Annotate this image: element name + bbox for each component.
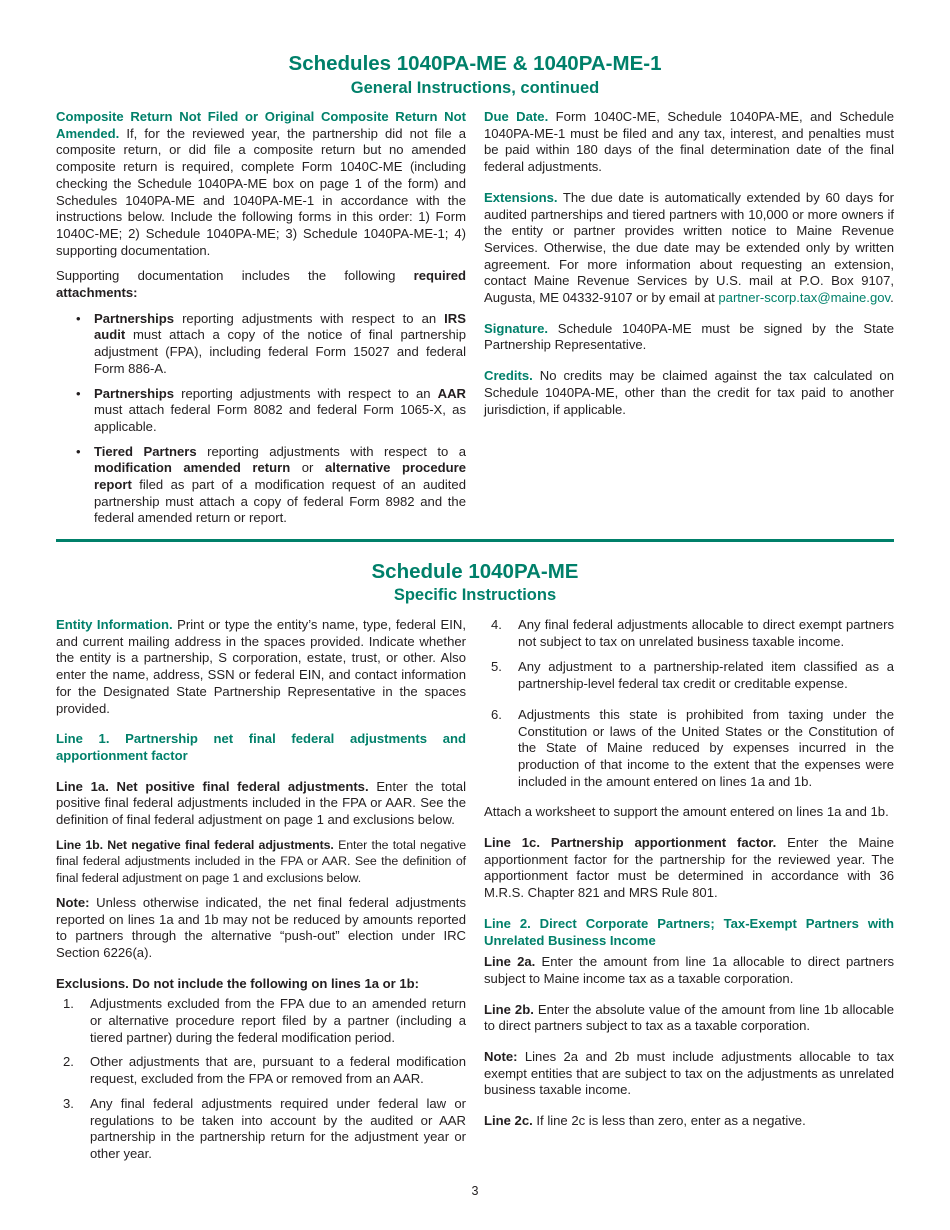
list-item: 6. Adjustments this state is prohibited from taxing under the Constitution or laws of the United States or the Constitution of the State of Maine reduced by expenses incurred in the production of that income to the extent that the expenses were included in the amount entered on lines 1a and 1b. [491,706,894,789]
page-number: 3 [471,1184,479,1198]
list-item: 1. Adjustments excluded from the FPA due to an amended return or alternative procedure report filed by a partner (including a tiered partner) during the federal modification period. [63,996,466,1045]
extensions-paragraph: Extensions. The due date is automatically extended by 60 days for audited partnerships and tiered partners with 10,000 or more owners if the entity or partner provides written notice to Maine Revenue Services. Otherwise, the due date may be extended only by written agreement. For more information about requesting an extension, contact Maine Revenue Services by U.S. mail at P.O. Box 9107, Augusta, ME 04332-9107 or by email at partner-scorp.tax@maine.gov. [484,189,894,306]
list-item: • Tiered Partners reporting adjustments with respect to a modification amended return or alternative procedure report filed as part of a modification request of an audited partnership must attach a copy of federal Form 8982 and the federal amended return or report. [94,444,466,528]
specific-left-column [56,617,466,1171]
general-right-column [484,109,894,426]
section-subtitle: Specific Instructions [393,586,557,604]
section-title: Schedule 1040PA-ME [371,560,579,583]
line1b-paragraph: Line 1b. Net negative final federal adjustments. Enter the total negative final federal adjustments included in the FPA or AAR. See the definition of final federal adjustment on page 1 and exclusions below. [56,837,466,886]
line1c-heading: Line 1c. Partnership apportionment factor. [484,835,777,851]
note-paragraph: Note: Unless otherwise indicated, the net final federal adjustments reported on lines 1a and 1b may not be reduced by amounts reported to partners through the alternative “push-out” election under IRC Section 6226(a). [56,894,466,960]
credits-heading: Credits. [484,368,533,384]
line1a-paragraph: Line 1a. Net positive final federal adjustments. Enter the total positive final federal adjustments included in the FPA or AAR. See the definition of final federal adjustment on page 1 and exclusions below. [56,778,466,828]
note-heading: Note: [56,894,90,910]
general-left-column [56,109,466,535]
due-date-paragraph: Due Date. Form 1040C-ME, Schedule 1040PA-ME, and Schedule 1040PA-ME-1 must be filed and any tax, interest, and penalties must be paid within 180 days of the final determination date of the final federal adjustments. [484,109,894,175]
list-item: • Partnerships reporting adjustments with respect to an AAR must attach federal Form 8082 and federal Form 1065-X, as applicable. [94,386,466,436]
line2c-heading: Line 2c. [484,1113,533,1129]
list-item: 4. Any final federal adjustments allocable to direct exempt partners not subject to tax on unrelated business taxable income. [491,617,894,649]
line2a-paragraph: Line 2a. Enter the amount from line 1a allocable to direct partners subject to Maine income tax as a taxable corporation. [484,954,894,986]
extensions-heading: Extensions. [484,189,558,205]
supporting-text: Supporting documentation includes the following [56,268,414,284]
list-item: 3. Any final federal adjustments required under federal law or regulations to be taken into account by the audited or AAR partnership in the partnership return for the adjustment year or other year. [63,1095,466,1161]
list-item: • Partnerships reporting adjustments with respect to an IRS audit must attach a copy of the notice of final partnership adjustment (FPA), including federal Form 15027 and federal Form 886-A. [94,311,466,378]
specific-right-column [484,617,894,1138]
composite-paragraph [56,109,466,259]
line2c-paragraph: Line 2c. If line 2c is less than zero, enter as a negative. [484,1113,806,1129]
page-subtitle: General Instructions, continued [350,79,600,97]
supporting-bold: required attachments: [56,268,466,301]
line1b-heading: Line 1b. Net negative final federal adjustments. [56,837,334,852]
list-item: 5. Any adjustment to a partnership-related item classified as a partnership-level federal tax credit or creditable expense. [491,659,894,692]
exclusions-list [56,996,466,1162]
composite-heading: Composite Return Not Filed or Original Composite Return Not Amended. [56,109,466,141]
attachments-list [56,311,466,527]
composite-body: If, for the reviewed year, the partnership did not file a composite return, or did file a composite return but no amended composite return is required, complete Form 1040C-ME (including checking the Schedule 1040PA-ME box on page 1 of the form) and Schedules 1040PA-ME and 1040PA-ME-1 in accordance with the instructions below. Include the following forms in this order: 1) Form 1040C-ME; 2) Schedule 1040PA-ME; 3) Schedule 1040PA-ME-1; 4) supporting documentation. [56,125,466,258]
line2a-heading: Line 2a. [484,954,536,970]
line1-heading: Line 1. Partnership net final federal adjustments and apportionment factor [56,731,466,763]
exclusions-heading: Exclusions. Do not include the following on lines 1a or 1b: [56,975,420,991]
entity-heading: Entity Information. [56,617,173,632]
supporting-paragraph [56,268,466,301]
section-divider [56,539,894,542]
page-title: Schedules 1040PA-ME & 1040PA-ME-1 [288,52,662,75]
note2-paragraph: Note: Lines 2a and 2b must include adjustments allocable to tax exempt entities that are subject to tax on the adjustments as unrelated business taxable income. [484,1049,894,1098]
line2b-paragraph: Line 2b. Enter the absolute value of the amount from line 1b allocable to direct partners subject to tax as a taxable corporation. [484,1001,894,1034]
signature-heading: Signature. [484,320,549,336]
line2b-heading: Line 2b. [484,1001,534,1017]
line2-heading: Line 2. Direct Corporate Partners; Tax-Exempt Partners with Unrelated Business Income [484,915,894,948]
due-date-heading: Due Date. [484,109,549,124]
exclusions-list-continued [484,617,894,790]
attach-paragraph: Attach a worksheet to support the amount entered on lines 1a and 1b. [484,804,889,820]
line1a-heading: Line 1a. Net positive final federal adjustments. [56,778,369,794]
entity-paragraph: Entity Information. Print or type the entity’s name, type, federal EIN, and current mailing address in the spaces provided. Indicate whether the entity is a partnership, S corporation, estate, trust, or other. Also enter the name, address, SSN or federal EIN, and contact information for the Designated State Partnership Representative in the spaces provided. [56,617,466,716]
line1c-paragraph: Line 1c. Partnership apportionment factor. Enter the Maine apportionment factor for the partnership for the reviewed year. The apportionment factor must be determined in accordance with 36 M.R.S. Chapter 821 and MRS Rule 801. [484,835,894,901]
signature-paragraph: Signature. Schedule 1040PA-ME must be signed by the State Partnership Representative. [484,320,894,353]
list-item: 2. Other adjustments that are, pursuant to a federal modification request, excluded from the FPA or removed from an AAR. [63,1054,466,1087]
note2-heading: Note: [484,1049,518,1065]
credits-paragraph: Credits. No credits may be claimed against the tax calculated on Schedule 1040PA-ME, other than the credit for tax paid to another jurisdiction, if applicable. [484,368,894,417]
email-link[interactable]: partner-scorp.tax@maine.gov [718,290,891,306]
